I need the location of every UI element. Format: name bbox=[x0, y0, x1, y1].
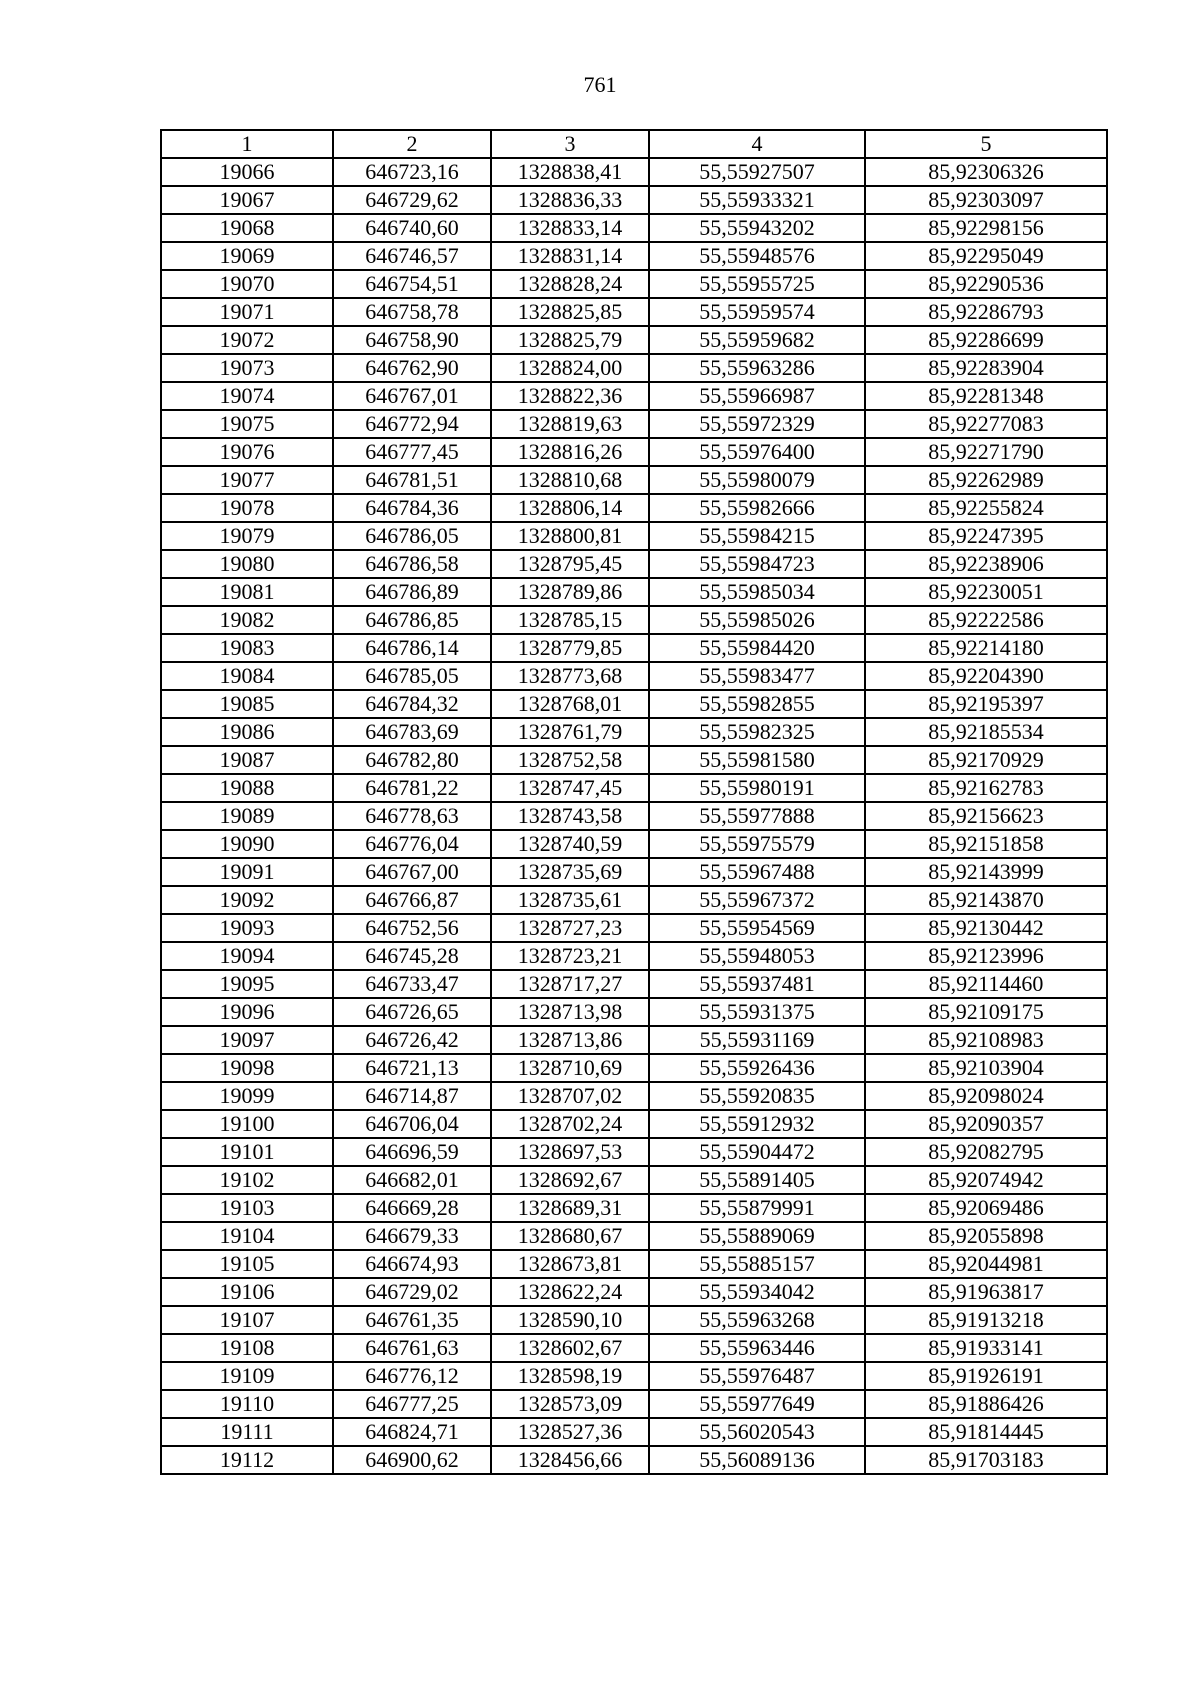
table-row bbox=[161, 242, 1107, 270]
longitude-cell: 85,92298156 bbox=[865, 214, 1107, 242]
latitude-cell: 55,55983477 bbox=[649, 662, 865, 690]
latitude-cell: 55,55931375 bbox=[649, 998, 865, 1026]
point-number-cell: 19075 bbox=[161, 410, 333, 438]
table-row bbox=[161, 1278, 1107, 1306]
y-coordinate-cell: 1328573,09 bbox=[491, 1390, 649, 1418]
y-coordinate-cell: 1328717,27 bbox=[491, 970, 649, 998]
longitude-cell: 85,92143870 bbox=[865, 886, 1107, 914]
longitude-cell: 85,91963817 bbox=[865, 1278, 1107, 1306]
latitude-cell: 55,55984723 bbox=[649, 550, 865, 578]
table-row bbox=[161, 1418, 1107, 1446]
x-coordinate-cell: 646778,63 bbox=[333, 802, 491, 830]
table-row bbox=[161, 1026, 1107, 1054]
y-coordinate-cell: 1328789,86 bbox=[491, 578, 649, 606]
column-header: 1 bbox=[161, 130, 333, 158]
point-number-cell: 19105 bbox=[161, 1250, 333, 1278]
y-coordinate-cell: 1328761,79 bbox=[491, 718, 649, 746]
table-row bbox=[161, 550, 1107, 578]
x-coordinate-cell: 646781,22 bbox=[333, 774, 491, 802]
latitude-cell: 55,55959574 bbox=[649, 298, 865, 326]
point-number-cell: 19073 bbox=[161, 354, 333, 382]
latitude-cell: 55,55933321 bbox=[649, 186, 865, 214]
point-number-cell: 19100 bbox=[161, 1110, 333, 1138]
x-coordinate-cell: 646721,13 bbox=[333, 1054, 491, 1082]
longitude-cell: 85,92185534 bbox=[865, 718, 1107, 746]
table-row bbox=[161, 1082, 1107, 1110]
latitude-cell: 55,55934042 bbox=[649, 1278, 865, 1306]
point-number-cell: 19076 bbox=[161, 438, 333, 466]
longitude-cell: 85,92286793 bbox=[865, 298, 1107, 326]
longitude-cell: 85,92303097 bbox=[865, 186, 1107, 214]
longitude-cell: 85,92055898 bbox=[865, 1222, 1107, 1250]
point-number-cell: 19108 bbox=[161, 1334, 333, 1362]
latitude-cell: 55,55904472 bbox=[649, 1138, 865, 1166]
latitude-cell: 55,55984420 bbox=[649, 634, 865, 662]
y-coordinate-cell: 1328456,66 bbox=[491, 1446, 649, 1474]
longitude-cell: 85,92069486 bbox=[865, 1194, 1107, 1222]
table-row bbox=[161, 774, 1107, 802]
latitude-cell: 55,55982666 bbox=[649, 494, 865, 522]
longitude-cell: 85,92277083 bbox=[865, 410, 1107, 438]
column-header: 3 bbox=[491, 130, 649, 158]
x-coordinate-cell: 646777,45 bbox=[333, 438, 491, 466]
y-coordinate-cell: 1328723,21 bbox=[491, 942, 649, 970]
table-row bbox=[161, 1390, 1107, 1418]
latitude-cell: 55,55959682 bbox=[649, 326, 865, 354]
longitude-cell: 85,92286699 bbox=[865, 326, 1107, 354]
point-number-cell: 19093 bbox=[161, 914, 333, 942]
table-row bbox=[161, 886, 1107, 914]
point-number-cell: 19067 bbox=[161, 186, 333, 214]
y-coordinate-cell: 1328702,24 bbox=[491, 1110, 649, 1138]
table-row bbox=[161, 1138, 1107, 1166]
y-coordinate-cell: 1328680,67 bbox=[491, 1222, 649, 1250]
x-coordinate-cell: 646669,28 bbox=[333, 1194, 491, 1222]
x-coordinate-cell: 646777,25 bbox=[333, 1390, 491, 1418]
point-number-cell: 19101 bbox=[161, 1138, 333, 1166]
point-number-cell: 19097 bbox=[161, 1026, 333, 1054]
y-coordinate-cell: 1328831,14 bbox=[491, 242, 649, 270]
longitude-cell: 85,92108983 bbox=[865, 1026, 1107, 1054]
latitude-cell: 55,55982325 bbox=[649, 718, 865, 746]
y-coordinate-cell: 1328735,61 bbox=[491, 886, 649, 914]
table-row bbox=[161, 634, 1107, 662]
table-body bbox=[161, 158, 1107, 1474]
latitude-cell: 55,55948053 bbox=[649, 942, 865, 970]
x-coordinate-cell: 646729,62 bbox=[333, 186, 491, 214]
latitude-cell: 55,55943202 bbox=[649, 214, 865, 242]
latitude-cell: 55,55926436 bbox=[649, 1054, 865, 1082]
y-coordinate-cell: 1328795,45 bbox=[491, 550, 649, 578]
y-coordinate-cell: 1328806,14 bbox=[491, 494, 649, 522]
latitude-cell: 55,55879991 bbox=[649, 1194, 865, 1222]
y-coordinate-cell: 1328785,15 bbox=[491, 606, 649, 634]
latitude-cell: 55,55885157 bbox=[649, 1250, 865, 1278]
y-coordinate-cell: 1328602,67 bbox=[491, 1334, 649, 1362]
point-number-cell: 19081 bbox=[161, 578, 333, 606]
point-number-cell: 19077 bbox=[161, 466, 333, 494]
x-coordinate-cell: 646754,51 bbox=[333, 270, 491, 298]
table-row bbox=[161, 1446, 1107, 1474]
latitude-cell: 55,55972329 bbox=[649, 410, 865, 438]
latitude-cell: 55,55963446 bbox=[649, 1334, 865, 1362]
point-number-cell: 19110 bbox=[161, 1390, 333, 1418]
x-coordinate-cell: 646766,87 bbox=[333, 886, 491, 914]
x-coordinate-cell: 646762,90 bbox=[333, 354, 491, 382]
y-coordinate-cell: 1328707,02 bbox=[491, 1082, 649, 1110]
longitude-cell: 85,92195397 bbox=[865, 690, 1107, 718]
table-row bbox=[161, 1054, 1107, 1082]
longitude-cell: 85,92090357 bbox=[865, 1110, 1107, 1138]
x-coordinate-cell: 646723,16 bbox=[333, 158, 491, 186]
y-coordinate-cell: 1328713,98 bbox=[491, 998, 649, 1026]
y-coordinate-cell: 1328622,24 bbox=[491, 1278, 649, 1306]
x-coordinate-cell: 646900,62 bbox=[333, 1446, 491, 1474]
y-coordinate-cell: 1328816,26 bbox=[491, 438, 649, 466]
latitude-cell: 55,55985034 bbox=[649, 578, 865, 606]
x-coordinate-cell: 646781,51 bbox=[333, 466, 491, 494]
table-row bbox=[161, 858, 1107, 886]
point-number-cell: 19084 bbox=[161, 662, 333, 690]
table-row bbox=[161, 270, 1107, 298]
longitude-cell: 85,92295049 bbox=[865, 242, 1107, 270]
table-row bbox=[161, 1334, 1107, 1362]
point-number-cell: 19080 bbox=[161, 550, 333, 578]
table-row bbox=[161, 438, 1107, 466]
y-coordinate-cell: 1328752,58 bbox=[491, 746, 649, 774]
latitude-cell: 55,55948576 bbox=[649, 242, 865, 270]
y-coordinate-cell: 1328810,68 bbox=[491, 466, 649, 494]
longitude-cell: 85,92098024 bbox=[865, 1082, 1107, 1110]
longitude-cell: 85,92082795 bbox=[865, 1138, 1107, 1166]
y-coordinate-cell: 1328692,67 bbox=[491, 1166, 649, 1194]
x-coordinate-cell: 646767,00 bbox=[333, 858, 491, 886]
longitude-cell: 85,92230051 bbox=[865, 578, 1107, 606]
point-number-cell: 19074 bbox=[161, 382, 333, 410]
y-coordinate-cell: 1328768,01 bbox=[491, 690, 649, 718]
latitude-cell: 55,55977649 bbox=[649, 1390, 865, 1418]
latitude-cell: 55,55967372 bbox=[649, 886, 865, 914]
table-row bbox=[161, 326, 1107, 354]
table-row bbox=[161, 1166, 1107, 1194]
point-number-cell: 19082 bbox=[161, 606, 333, 634]
x-coordinate-cell: 646785,05 bbox=[333, 662, 491, 690]
y-coordinate-cell: 1328673,81 bbox=[491, 1250, 649, 1278]
point-number-cell: 19103 bbox=[161, 1194, 333, 1222]
longitude-cell: 85,92222586 bbox=[865, 606, 1107, 634]
point-number-cell: 19089 bbox=[161, 802, 333, 830]
table-row bbox=[161, 830, 1107, 858]
point-number-cell: 19092 bbox=[161, 886, 333, 914]
x-coordinate-cell: 646772,94 bbox=[333, 410, 491, 438]
table-row bbox=[161, 746, 1107, 774]
y-coordinate-cell: 1328838,41 bbox=[491, 158, 649, 186]
longitude-cell: 85,92262989 bbox=[865, 466, 1107, 494]
point-number-cell: 19098 bbox=[161, 1054, 333, 1082]
longitude-cell: 85,92290536 bbox=[865, 270, 1107, 298]
point-number-cell: 19087 bbox=[161, 746, 333, 774]
y-coordinate-cell: 1328527,36 bbox=[491, 1418, 649, 1446]
table-row bbox=[161, 186, 1107, 214]
y-coordinate-cell: 1328828,24 bbox=[491, 270, 649, 298]
longitude-cell: 85,92151858 bbox=[865, 830, 1107, 858]
y-coordinate-cell: 1328779,85 bbox=[491, 634, 649, 662]
table-header-row bbox=[161, 130, 1107, 158]
y-coordinate-cell: 1328833,14 bbox=[491, 214, 649, 242]
longitude-cell: 85,91926191 bbox=[865, 1362, 1107, 1390]
y-coordinate-cell: 1328710,69 bbox=[491, 1054, 649, 1082]
latitude-cell: 55,55966987 bbox=[649, 382, 865, 410]
x-coordinate-cell: 646679,33 bbox=[333, 1222, 491, 1250]
table-row bbox=[161, 354, 1107, 382]
longitude-cell: 85,92162783 bbox=[865, 774, 1107, 802]
point-number-cell: 19107 bbox=[161, 1306, 333, 1334]
point-number-cell: 19112 bbox=[161, 1446, 333, 1474]
x-coordinate-cell: 646706,04 bbox=[333, 1110, 491, 1138]
y-coordinate-cell: 1328825,85 bbox=[491, 298, 649, 326]
point-number-cell: 19094 bbox=[161, 942, 333, 970]
x-coordinate-cell: 646761,35 bbox=[333, 1306, 491, 1334]
y-coordinate-cell: 1328743,58 bbox=[491, 802, 649, 830]
y-coordinate-cell: 1328773,68 bbox=[491, 662, 649, 690]
point-number-cell: 19106 bbox=[161, 1278, 333, 1306]
x-coordinate-cell: 646726,65 bbox=[333, 998, 491, 1026]
latitude-cell: 55,55963286 bbox=[649, 354, 865, 382]
longitude-cell: 85,92170929 bbox=[865, 746, 1107, 774]
latitude-cell: 55,55982855 bbox=[649, 690, 865, 718]
longitude-cell: 85,92238906 bbox=[865, 550, 1107, 578]
x-coordinate-cell: 646782,80 bbox=[333, 746, 491, 774]
y-coordinate-cell: 1328727,23 bbox=[491, 914, 649, 942]
x-coordinate-cell: 646776,12 bbox=[333, 1362, 491, 1390]
longitude-cell: 85,92123996 bbox=[865, 942, 1107, 970]
x-coordinate-cell: 646786,14 bbox=[333, 634, 491, 662]
latitude-cell: 55,56089136 bbox=[649, 1446, 865, 1474]
x-coordinate-cell: 646714,87 bbox=[333, 1082, 491, 1110]
latitude-cell: 55,55977888 bbox=[649, 802, 865, 830]
longitude-cell: 85,91814445 bbox=[865, 1418, 1107, 1446]
latitude-cell: 55,55931169 bbox=[649, 1026, 865, 1054]
longitude-cell: 85,92204390 bbox=[865, 662, 1107, 690]
point-number-cell: 19079 bbox=[161, 522, 333, 550]
table-row bbox=[161, 158, 1107, 186]
longitude-cell: 85,92281348 bbox=[865, 382, 1107, 410]
x-coordinate-cell: 646674,93 bbox=[333, 1250, 491, 1278]
point-number-cell: 19068 bbox=[161, 214, 333, 242]
longitude-cell: 85,91703183 bbox=[865, 1446, 1107, 1474]
x-coordinate-cell: 646786,05 bbox=[333, 522, 491, 550]
table-row bbox=[161, 1110, 1107, 1138]
table-row bbox=[161, 214, 1107, 242]
x-coordinate-cell: 646758,78 bbox=[333, 298, 491, 326]
table-row bbox=[161, 522, 1107, 550]
table-row bbox=[161, 1306, 1107, 1334]
longitude-cell: 85,91913218 bbox=[865, 1306, 1107, 1334]
point-number-cell: 19091 bbox=[161, 858, 333, 886]
x-coordinate-cell: 646746,57 bbox=[333, 242, 491, 270]
point-number-cell: 19109 bbox=[161, 1362, 333, 1390]
y-coordinate-cell: 1328836,33 bbox=[491, 186, 649, 214]
table-row bbox=[161, 1194, 1107, 1222]
latitude-cell: 55,55920835 bbox=[649, 1082, 865, 1110]
table-row bbox=[161, 410, 1107, 438]
latitude-cell: 55,55980191 bbox=[649, 774, 865, 802]
latitude-cell: 55,55891405 bbox=[649, 1166, 865, 1194]
table-row bbox=[161, 1222, 1107, 1250]
table-row bbox=[161, 466, 1107, 494]
table-row bbox=[161, 802, 1107, 830]
y-coordinate-cell: 1328590,10 bbox=[491, 1306, 649, 1334]
x-coordinate-cell: 646758,90 bbox=[333, 326, 491, 354]
x-coordinate-cell: 646784,36 bbox=[333, 494, 491, 522]
y-coordinate-cell: 1328697,53 bbox=[491, 1138, 649, 1166]
longitude-cell: 85,92156623 bbox=[865, 802, 1107, 830]
latitude-cell: 55,55985026 bbox=[649, 606, 865, 634]
y-coordinate-cell: 1328824,00 bbox=[491, 354, 649, 382]
point-number-cell: 19088 bbox=[161, 774, 333, 802]
column-header: 4 bbox=[649, 130, 865, 158]
table-row bbox=[161, 662, 1107, 690]
longitude-cell: 85,92214180 bbox=[865, 634, 1107, 662]
longitude-cell: 85,92247395 bbox=[865, 522, 1107, 550]
x-coordinate-cell: 646682,01 bbox=[333, 1166, 491, 1194]
point-number-cell: 19066 bbox=[161, 158, 333, 186]
latitude-cell: 55,55927507 bbox=[649, 158, 865, 186]
table-row bbox=[161, 298, 1107, 326]
column-header: 5 bbox=[865, 130, 1107, 158]
page-number: 761 bbox=[583, 72, 617, 97]
x-coordinate-cell: 646786,85 bbox=[333, 606, 491, 634]
latitude-cell: 55,55912932 bbox=[649, 1110, 865, 1138]
longitude-cell: 85,92074942 bbox=[865, 1166, 1107, 1194]
longitude-cell: 85,92114460 bbox=[865, 970, 1107, 998]
x-coordinate-cell: 646761,63 bbox=[333, 1334, 491, 1362]
x-coordinate-cell: 646733,47 bbox=[333, 970, 491, 998]
table-row bbox=[161, 718, 1107, 746]
point-number-cell: 19090 bbox=[161, 830, 333, 858]
point-number-cell: 19071 bbox=[161, 298, 333, 326]
latitude-cell: 55,55954569 bbox=[649, 914, 865, 942]
point-number-cell: 19086 bbox=[161, 718, 333, 746]
y-coordinate-cell: 1328689,31 bbox=[491, 1194, 649, 1222]
table-row bbox=[161, 914, 1107, 942]
latitude-cell: 55,55976400 bbox=[649, 438, 865, 466]
y-coordinate-cell: 1328598,19 bbox=[491, 1362, 649, 1390]
y-coordinate-cell: 1328740,59 bbox=[491, 830, 649, 858]
point-number-cell: 19096 bbox=[161, 998, 333, 1026]
x-coordinate-cell: 646740,60 bbox=[333, 214, 491, 242]
point-number-cell: 19070 bbox=[161, 270, 333, 298]
y-coordinate-cell: 1328825,79 bbox=[491, 326, 649, 354]
table-row bbox=[161, 970, 1107, 998]
latitude-cell: 55,55937481 bbox=[649, 970, 865, 998]
point-number-cell: 19072 bbox=[161, 326, 333, 354]
table-row bbox=[161, 690, 1107, 718]
longitude-cell: 85,92044981 bbox=[865, 1250, 1107, 1278]
table-row bbox=[161, 998, 1107, 1026]
longitude-cell: 85,92283904 bbox=[865, 354, 1107, 382]
x-coordinate-cell: 646776,04 bbox=[333, 830, 491, 858]
point-number-cell: 19099 bbox=[161, 1082, 333, 1110]
table-row bbox=[161, 1250, 1107, 1278]
point-number-cell: 19069 bbox=[161, 242, 333, 270]
latitude-cell: 55,55963268 bbox=[649, 1306, 865, 1334]
table-row bbox=[161, 942, 1107, 970]
point-number-cell: 19095 bbox=[161, 970, 333, 998]
x-coordinate-cell: 646786,89 bbox=[333, 578, 491, 606]
latitude-cell: 55,55889069 bbox=[649, 1222, 865, 1250]
longitude-cell: 85,91886426 bbox=[865, 1390, 1107, 1418]
y-coordinate-cell: 1328747,45 bbox=[491, 774, 649, 802]
longitude-cell: 85,92255824 bbox=[865, 494, 1107, 522]
longitude-cell: 85,92306326 bbox=[865, 158, 1107, 186]
table-row bbox=[161, 578, 1107, 606]
latitude-cell: 55,55967488 bbox=[649, 858, 865, 886]
coordinates-table bbox=[160, 129, 1108, 1475]
table-row bbox=[161, 1362, 1107, 1390]
x-coordinate-cell: 646696,59 bbox=[333, 1138, 491, 1166]
table-row bbox=[161, 382, 1107, 410]
x-coordinate-cell: 646767,01 bbox=[333, 382, 491, 410]
latitude-cell: 55,55980079 bbox=[649, 466, 865, 494]
x-coordinate-cell: 646783,69 bbox=[333, 718, 491, 746]
x-coordinate-cell: 646786,58 bbox=[333, 550, 491, 578]
longitude-cell: 85,92143999 bbox=[865, 858, 1107, 886]
longitude-cell: 85,92271790 bbox=[865, 438, 1107, 466]
latitude-cell: 55,55976487 bbox=[649, 1362, 865, 1390]
point-number-cell: 19078 bbox=[161, 494, 333, 522]
x-coordinate-cell: 646726,42 bbox=[333, 1026, 491, 1054]
y-coordinate-cell: 1328819,63 bbox=[491, 410, 649, 438]
longitude-cell: 85,91933141 bbox=[865, 1334, 1107, 1362]
table-row bbox=[161, 606, 1107, 634]
longitude-cell: 85,92103904 bbox=[865, 1054, 1107, 1082]
x-coordinate-cell: 646784,32 bbox=[333, 690, 491, 718]
x-coordinate-cell: 646752,56 bbox=[333, 914, 491, 942]
y-coordinate-cell: 1328735,69 bbox=[491, 858, 649, 886]
point-number-cell: 19102 bbox=[161, 1166, 333, 1194]
latitude-cell: 55,55955725 bbox=[649, 270, 865, 298]
point-number-cell: 19111 bbox=[161, 1418, 333, 1446]
latitude-cell: 55,55984215 bbox=[649, 522, 865, 550]
longitude-cell: 85,92109175 bbox=[865, 998, 1107, 1026]
x-coordinate-cell: 646745,28 bbox=[333, 942, 491, 970]
y-coordinate-cell: 1328713,86 bbox=[491, 1026, 649, 1054]
y-coordinate-cell: 1328822,36 bbox=[491, 382, 649, 410]
longitude-cell: 85,92130442 bbox=[865, 914, 1107, 942]
latitude-cell: 55,55981580 bbox=[649, 746, 865, 774]
table-row bbox=[161, 494, 1107, 522]
column-header: 2 bbox=[333, 130, 491, 158]
y-coordinate-cell: 1328800,81 bbox=[491, 522, 649, 550]
x-coordinate-cell: 646824,71 bbox=[333, 1418, 491, 1446]
latitude-cell: 55,56020543 bbox=[649, 1418, 865, 1446]
point-number-cell: 19085 bbox=[161, 690, 333, 718]
point-number-cell: 19083 bbox=[161, 634, 333, 662]
latitude-cell: 55,55975579 bbox=[649, 830, 865, 858]
x-coordinate-cell: 646729,02 bbox=[333, 1278, 491, 1306]
point-number-cell: 19104 bbox=[161, 1222, 333, 1250]
